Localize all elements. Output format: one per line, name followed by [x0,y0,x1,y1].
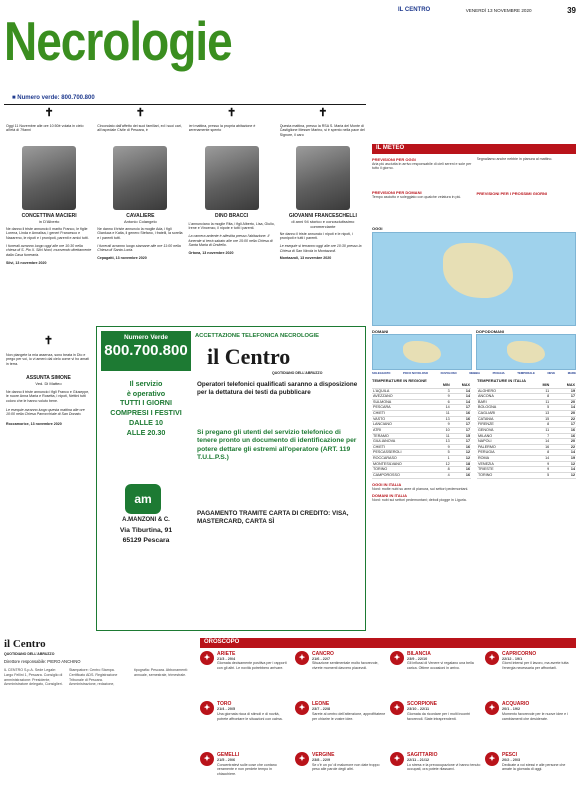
sign-name: LEONE [312,701,330,708]
zodiac-icon: ✦ [200,752,214,766]
meteo-section: IL METEO PREVISIONI PER OGGI Aria più asciutta in arrivo responsabile di cieli sereni e sole per tutto il giorno. PREVISIONI PER DOMANI Tempo asciutto e soleggiato con qualche velatura in più. Segnaliamo anche nebbie in pianura al mattino. PREVISIONI PER I PROSSIMI GIORNI OGGI DOMANI DOPODOMANI SOLEGGIATO POCO NUVOLOSO NUVOLOSO NEBBIA PIOGGIA TEMPORALE NEVE MARE TEMPERATURE IN REGIONE MIN MAX L'AQUILA 3 14 AVEZZANO 9 14 SULMONA 6 14 PESCARA 14 17 CHIETI 11 16 VASTO 13 16 LANCIANO 9 17 ATRI 10 17 TERAMO 11 15 GIULIANOVA 13 17 CHIETI 9 16 PESCASSEROLI 5 12 ROCCARASO 1 12 MONTESILVANO 12 18 TORINO 8 16 CAMPOROSSO 4 16 TEMPERATURE IN ITALIA MIN MAX ALGHERO 11 19 ANCONA 8 17 BARI 11 20 BOLOGNA 5 14 CAGLIARI 13 20 CATANIA 15 22 FIRENZE 8 17 GENOVA 11 16 MILANO 7 16 NAPOLI 14 20 PALERMO 16 22 PERUGIA 8 14 ROMA 14 19 VENEZIA 9 12 TRIESTE 9 14 TORINO 5 12 OGGI IN ITALIA Nord: molte nubi su aree di pianura, sui settori pedemontani. DOMANI IN ITALIA Nord: nubi sui settori pedemontani; deboli piogge in Liguria. [372,145,576,503]
legend-item: NUVOLOSO [440,370,457,375]
page-header [398,6,576,16]
city-name: GIULIANOVA [372,439,433,445]
temp-min: 5 [528,405,550,411]
max-header: MAX [550,383,576,388]
sign-name: SAGITTARIO [407,751,438,758]
service-line: DALLE 10 [129,417,163,427]
notice-intro: Ieri mattina, presso la propria abitazione è serenamente spento [188,123,256,133]
sign-dates: 23/10 - 22/11 [407,707,430,712]
deceased-subtitle: in D'Alberto [38,218,60,224]
sign-dates: 22/11 - 21/12 [407,758,430,763]
zodiac-icon: ✦ [200,701,214,715]
weather-map-day-after [476,334,576,370]
city-name: PALERMO [477,444,528,450]
deceased-photo [296,146,350,210]
ad-accettazione: ACCETTAZIONE TELEFONICA NECROLOGIE [195,333,319,339]
notice-intro: Questa mattina, presso la RSA S. Maria del Monte di Castiglione Messer Marino, si è spento nella pace del Signore, il caro [279,123,365,138]
sign-dates: 21/4 - 20/5 [217,707,236,712]
city-name: FIRENZE [477,422,528,428]
oggi-italia-head: OGGI IN ITALIA [372,481,402,487]
horoscope-sign [485,701,576,750]
notice-intro: Non piangete la mia assenza, sono beata in Dio e prego per voi, io vi amerò dal cielo come vi ho amati in terra. [6,352,89,367]
notice-body: Ne danno il triste annuncio i nipoti e le nipoti, i pronipoti e tutti i parenti. [279,231,353,241]
notice-intro: Oggi 11 Novembre alle ore 10:50è volata in cielo all'età di 79anni [6,123,84,133]
temp-max: 16 [451,444,471,450]
deceased-photo [113,146,167,210]
city-name: TORINO [477,472,528,478]
numero-verde-line: ■ Numero verde: 800.700.800 [12,95,95,101]
temps-regione-table [372,383,471,479]
city-name: CAGLIARI [477,411,528,417]
sign-dates: 20/2 - 20/3 [502,758,521,763]
sign-text: Giornata da ricordare per i molti incontri favorevoli. Siate intraprendenti. [407,712,471,721]
city-name: VASTO [372,416,433,422]
cross-icon: ✝ [43,335,54,347]
temp-max: 22 [550,444,576,450]
temp-max: 16 [550,427,576,433]
sign-dates: 21/5 - 20/6 [217,758,236,763]
city-name: LANCIANO [372,422,433,428]
dopodomani-map-label: DOPODOMANI [476,328,504,334]
temp-max: 16 [451,472,471,478]
city-name: BARI [477,399,528,405]
temp-min: 8 [433,467,450,473]
sign-text: Lo stress e la preoccupazione vi hanno tenuto occupati, ora potete rilassarvi. [407,762,481,772]
temp-min: 11 [433,433,450,439]
sign-dates: 21/6 - 22/7 [312,656,331,661]
il-centro-logo: il Centro [207,344,291,369]
temp-max: 14 [550,450,576,456]
sign-text: Gli influssi di Venere vi regalano una bella carica. Ottime occasioni in arrivo. [407,661,474,671]
notice-body: Ne danno il triste annuncio il marito Franco, le figlie Lorena, Linda e Annalisa, i generi Francesco e Nazareno, le nipoti e i pronipoti, parenti e amici tutti. [6,226,89,241]
sign-name: SCORPIONE [407,701,438,708]
sign-text: Se c'è un po' di malumore non date troppo peso alle parole degli altri. [312,762,380,772]
legend-item: SOLEGGIATO [372,370,391,375]
ad-street: Via Tiburtina, 91 [119,527,173,534]
temp-min: 9 [433,444,450,450]
temp-max: 17 [550,422,576,428]
legend-item: TEMPORALE [517,370,535,375]
horoscope-sign [390,752,481,798]
il-centro-subtitle: QUOTIDIANO DELL'ABRUZZO [272,371,323,375]
zodiac-icon: ✦ [485,651,499,665]
temp-max: 20 [550,439,576,445]
obituary-notice [97,107,183,322]
notice-place-date: Cepagatti, 13 novembre 2020 [97,256,147,261]
horoscope-sign [390,701,481,750]
temp-max: 14 [451,399,471,405]
weather-map-tomorrow [372,334,472,370]
zodiac-icon: ✦ [295,701,309,715]
temp-min: 15 [528,416,550,422]
sign-dates: 20/1 - 19/2 [502,707,521,712]
temp-min: 7 [528,433,550,439]
temp-min: 10 [433,427,450,433]
temp-min: 8 [528,422,550,428]
legend-item: NEBBIA [469,370,481,375]
city-name: NAPOLI [477,439,528,445]
deceased-name: ASSUNTA SIMONE [26,374,71,381]
notice-place-date: Ortona, 13 novembre 2020 [188,251,234,256]
temp-min: 9 [433,394,450,400]
temp-max: 20 [550,399,576,405]
city-name: MILANO [477,433,528,439]
sign-name: ACQUARIO [502,701,530,708]
temp-max: 18 [451,461,471,467]
cross-icon: ✝ [44,107,54,119]
sign-text: Giornata decisamente positiva per i rapporti con gli altri. Le novità potrebbero arrivare. [217,661,287,671]
header-date: VENERDÌ 13 NOVEMBRE 2020 [465,8,532,14]
sign-text: Concentratevi sulle cose che contano veramente e non perdete tempo in chiacchiere. [217,762,277,777]
temp-max: 12 [550,472,576,478]
horoscope-sign [200,752,291,798]
sign-name: CAPRICORNO [502,650,537,657]
temp-max: 15 [451,433,471,439]
obituary-notice [6,107,92,322]
deceased-photo [205,146,259,210]
temp-max: 16 [451,411,471,417]
meteo-today-head: PREVISIONI PER OGGI [372,156,416,162]
sign-name: PESCI [502,751,518,758]
min-header: MIN [528,383,550,388]
city-name: BOLOGNA [477,405,528,411]
deceased-name: DINO BRACCI [214,212,249,219]
temp-max: 16 [451,467,471,473]
obituary-notice [189,107,275,322]
temp-max: 16 [451,416,471,422]
legend-item: PIOGGIA [492,370,505,375]
cross-icon: ✝ [227,107,237,119]
city-name: MONTESILVANO [372,461,433,467]
weather-legend [372,372,576,375]
temp-max: 14 [451,394,471,400]
service-line: è operativo [126,388,166,398]
ad-pregano: Si pregano gli utenti del servizio telefonico di tenere pronto un documento di identificazione per potere dettare gli estremi all'operatore (ART. 119 T.U.L.P.S.) [197,429,357,462]
oroscopo-section [200,638,576,798]
city-name: SULMONA [372,399,433,405]
ad-city: 65129 Pescara [122,537,170,544]
temp-max: 14 [451,388,471,394]
zodiac-icon: ✦ [485,752,499,766]
deceased-name: GIOVANNI FRANCESCHELLI [288,212,357,219]
zodiac-icon: ✦ [295,752,309,766]
city-name: PERUGIA [477,450,528,456]
city-name: ATRI [372,427,433,433]
sign-text: Momento favorevole per le nuove idee e i cambiamenti che desiderate. [502,712,568,721]
temp-min: 9 [433,422,450,428]
temps-italia-title: TEMPERATURE IN ITALIA [477,377,526,383]
obituary-notice [6,335,91,427]
deceased-photo [22,146,76,210]
horoscope-sign [200,701,291,750]
phone-service-ad [96,326,366,631]
temp-min: 3 [433,388,450,394]
city-name: CATANIA [477,416,528,422]
city-name: TERAMO [372,433,433,439]
temp-max: 16 [550,433,576,439]
obituary-notice [280,107,366,322]
sign-name: VERGINE [312,751,335,758]
service-line: ALLE 20.30 [126,427,166,437]
deceased-name: CAVALIERE [126,212,155,219]
weather-map-today [372,232,576,326]
notice-funeral: I funerali avranno luogo stamane alle ore 11:00 nella Chiesa di Santa Lucia. [97,243,181,253]
service-line: Il servizio [129,379,163,388]
sign-name: ARIETE [217,650,236,657]
cross-icon: ✝ [318,107,328,119]
temp-min: 11 [528,399,550,405]
temp-min: 13 [433,416,450,422]
temp-min: 14 [528,439,550,445]
sign-text: Dedicate a voi stessi e alle persone che amate la giornata di oggi. [502,762,566,772]
temp-min: 11 [528,427,550,433]
sign-text: Una giornata ricca di stimoli e di novità, potrete affrontare le situazioni con calma. [217,712,283,721]
city-name: CHIETI [372,444,433,450]
legend-item: MARE [567,370,576,375]
temp-min: 9 [528,461,550,467]
temp-row [477,472,576,478]
temp-min: 8 [528,450,550,456]
legend-item: NEVE [547,370,556,375]
oroscopo-title: OROSCOPO [200,638,576,648]
service-line: COMPRESI I FESTIVI [110,408,182,418]
zodiac-icon: ✦ [390,752,404,766]
city-name: AVEZZANO [372,394,433,400]
temp-min: 8 [528,394,550,400]
city-name: TRIESTE [477,467,528,473]
horoscope-sign [485,752,576,798]
temp-max: 22 [550,416,576,422]
temp-min: 14 [433,405,450,411]
horoscope-sign [200,651,291,700]
notice-funeral: I funerali avranno luogo oggi alle ore 10:30 nella chiesa di S. Pio X. Silvi Nord, muovendo direttamente dalla Casa funeraria. [6,243,92,258]
sign-dates: 23/7 - 22/8 [312,707,331,712]
temp-min: 5 [528,472,550,478]
deceased-subtitle: Ved. Di Matteo [35,380,62,386]
notice-funeral: Le esequie avranno luogo questa mattina alle ore 10:00 nella Chiesa Parrocchiale di San Donato. [6,407,85,417]
sign-dates: 23/9 - 22/10 [407,656,428,661]
notice-body: Ne danno il triste annuncio la moglie Ada, i figli Gianluca e Katia, il genero Stefano, i fratelli, la sorella e i parenti tutti. [97,226,183,241]
temps-regione-title: TEMPERATURE IN REGIONE [372,377,427,383]
colophon-logo: il Centro [4,638,46,650]
temp-min: 6 [433,399,450,405]
temps-italia-table [477,383,576,479]
temp-min: 4 [433,472,450,478]
temp-max: 17 [451,422,471,428]
meteo-title: IL METEO [372,144,576,154]
temp-max: 12 [550,461,576,467]
city-name: TORINO [372,467,433,473]
zodiac-icon: ✦ [390,651,404,665]
legend-item: POCO NUVOLOSO [403,370,429,375]
sign-text: Giorni intensi per il lavoro, ma avrete tutta l'energia necessaria per affrontarli. [502,661,569,671]
temp-max: 20 [550,411,576,417]
temp-min: 13 [528,411,550,417]
temp-max: 14 [550,405,576,411]
sign-text: Sarete al centro dell'attenzione, approfittatene per chiarire le vostre idee. [312,712,386,721]
max-header: MAX [451,383,471,388]
ad-company: A.MANZONI & C. [122,517,170,523]
ad-operatori: Operatori telefonici qualificati saranno a disposizione per la dettatura dei testi da pubblicare [197,381,358,396]
colophon-subtitle: QUOTIDIANO DELL'ABRUZZO [4,651,55,656]
horoscope-sign [485,651,576,700]
notice-place-date: Roccamorice, 13 novembre 2020 [6,422,62,427]
sign-dates: 23/8 - 22/9 [312,758,331,763]
manzoni-logo: am [125,484,161,514]
domani-map-label: DOMANI [372,328,389,334]
city-name: PESCARA [372,405,433,411]
temp-max: 14 [550,467,576,473]
horoscope-sign [295,701,386,750]
zodiac-icon: ✦ [390,701,404,715]
temp-min: 14 [528,456,550,462]
service-hours [101,379,191,437]
notice-place-date: Silvi, 13 novembre 2020 [6,260,47,265]
temp-max: 17 [451,427,471,433]
page-number: 39 [567,6,576,15]
temp-max: 12 [451,450,471,456]
zodiac-icon: ✦ [485,701,499,715]
zodiac-icon: ✦ [295,651,309,665]
temp-min: 11 [433,411,450,417]
obituaries-row [6,107,366,322]
notice-intro: Circondato dall'affetto dei suoi familiari, ed i suoi cari, all'ospedale Civile di Pescara, è [97,123,182,133]
sign-dates: 21/3 - 20/4 [217,656,236,661]
page-title: Necrologie [4,10,232,72]
domani-italia-head: DOMANI IN ITALIA [372,493,408,499]
temp-max: 12 [451,456,471,462]
temp-min: 9 [528,467,550,473]
temp-row [372,472,471,478]
city-name: CHIETI [372,411,433,417]
min-header: MIN [433,383,450,388]
notice-place-date: Montazzoli, 13 novembre 2020 [279,256,332,261]
sign-text: Situazione sentimentale molto favorevole, vivrete momenti davvero piacevoli. [312,661,379,671]
meteo-tomorrow-head: PREVISIONI PER DOMANI [372,189,422,195]
numero-verde-label: Numero Verde [123,334,169,341]
sign-name: TORO [217,701,232,708]
city-name: CAMPOROSSO [372,472,433,478]
cross-icon: ✝ [135,107,145,119]
temp-max: 17 [451,439,471,445]
temp-min: 12 [433,461,450,467]
notice-body: Ne danno il triste annuncio i figli Franco e Giuseppe, le nuore Anna Maria e Rosetta, i nipoti, Nettini tutti coloro che le hanno voluto bene. [6,389,90,404]
city-name: ALGHERO [477,388,528,394]
notice-funeral: La camera ardente è allestita presso l'abitazione. Il funerale si terrà sabato alle ore 15:00 nella Chiesa di Santa Maria di Orsitello. [188,234,273,248]
temp-max: 17 [550,394,576,400]
temp-max: 19 [550,388,576,394]
sign-name: CANCRO [312,650,334,657]
sign-name: BILANCIA [407,650,431,657]
temp-max: 19 [550,456,576,462]
temp-max: 17 [451,405,471,411]
meteo-today-text: Aria più asciutta in arrivo responsabile di cieli sereni e sole per tutto il giorno. [372,161,472,171]
service-line: TUTTI I GIORNI [120,398,172,408]
numero-verde-number: 800.700.800 [104,342,188,360]
horoscope-sign [390,651,481,700]
notice-body: L'annunciano la moglie Rita, i figli Alberto, Lisa, Giulio, Irene e Vincenzo, il nipote e tutti i parenti. [188,221,275,231]
temp-min: 11 [528,388,550,394]
sign-dates: 22/12 - 19/1 [502,656,523,661]
sign-name: GEMELLI [217,751,240,758]
ad-pagamento: PAGAMENTO TRAMITE CARTA DI CREDITO: VISA, MASTERCARD, CARTA SÌ [197,510,349,525]
colophon-director: Direttore responsabile: PIERO ANCHINO [4,659,81,665]
notice-funeral: Le esequie si terranno oggi alle ore 10:30 presso la Chiesa di San Nicola in Montazzoli. [279,244,362,253]
oggi-map-label: OGGI [372,225,383,231]
meteo-next-head: PREVISIONI PER I PROSSIMI GIORNI [476,190,547,196]
temp-min: 13 [433,439,450,445]
deceased-subtitle: Antonio Colangelo [124,218,157,224]
city-name: L'AQUILA [372,388,433,394]
city-name: ROCCARASO [372,456,433,462]
temp-min: 5 [433,450,450,456]
colophon: il Centro QUOTIDIANO DELL'ABRUZZO Direttore responsabile: PIERO ANCHINO IL CENTRO S.p.A. Sede Legale: Largo Fellini 1, Pescara. Consiglio di amministrazione: Presidente, Amministratore delegato, Consiglieri. Stampatore: Centro Stampa. Certificato ADS. Registrazione Tribunale di Pescara. Amministrazione, redazione, tipografia: Pescara. Abbonamenti: annuale, semestrale, trimestrale. [4,638,194,778]
city-name: VENEZIA [477,461,528,467]
city-name: ANCONA [477,394,528,400]
city-name: PESCASSEROLI [372,450,433,456]
header-brand: IL CENTRO [398,7,431,14]
zodiac-icon: ✦ [200,651,214,665]
city-name: GENOVA [477,427,528,433]
temp-min: 1 [433,456,450,462]
deceased-name: CONCETTINA MACIERI [21,212,77,219]
temp-min: 16 [528,444,550,450]
deceased-subtitle: di anni 94 storico e conosciutissimo commerciante [291,218,355,229]
horoscope-sign [295,651,386,700]
horoscope-sign [295,752,386,798]
city-name: ROMA [477,456,528,462]
